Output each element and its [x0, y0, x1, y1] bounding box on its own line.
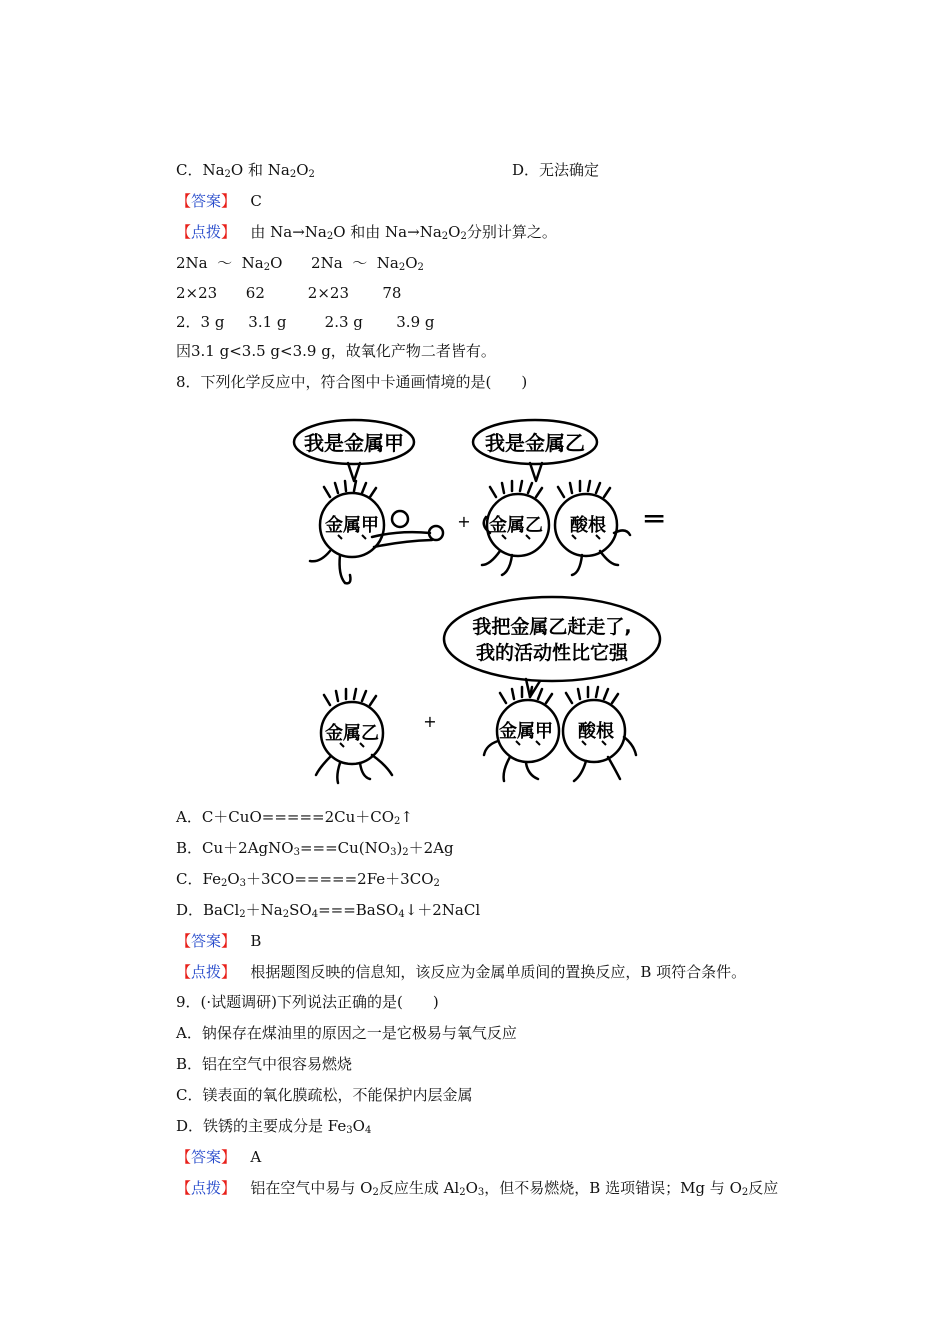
q9-option-d: D．铁锈的主要成分是 $Fe_3O_4$	[176, 1117, 372, 1136]
q7-conclusion: 因3.1 g<3.5 g<3.9 g，故氧化产物二者皆有。	[176, 342, 496, 360]
plus-sign-top: +	[457, 512, 471, 531]
q8-hint: 【点拨】 根据题图反映的信息知，该反应为金属单质间的置换反应，B 项符合条件。	[176, 963, 747, 981]
ball-jia-label: 金属甲	[325, 515, 379, 536]
q8-option-d: D．$BaCl_2+Na_2SO_4===BaSO_4↓+2NaCl$	[176, 901, 481, 920]
q7-calc-row1: 2Na ～ $Na_2O$ 2Na ～ $Na_2O_2$	[176, 254, 424, 273]
q8-option-c: C．$Fe_2O_3+3CO=====2Fe+3CO_2$	[176, 870, 440, 889]
q7-hint: 【点拨】 由 $Na\to Na_2O$ 和由 $Na\to Na_2O_2$分别计算之。	[176, 223, 557, 242]
q7-calc-row3: 2．3 g 3.1 g 2.3 g 3.9 g	[176, 313, 435, 331]
bubble-big-line2: 我的活动性比它强	[475, 642, 629, 664]
q9-option-a: A．钠保存在煤油里的原因之一是它极易与氧气反应	[176, 1024, 517, 1042]
q7-answer: 【答案】 C	[176, 192, 262, 210]
ball-yi-freed-label: 金属乙	[325, 723, 379, 744]
ball-acid-bonded-label: 酸根	[578, 721, 614, 742]
equals-sign: ═	[644, 502, 664, 537]
q9-option-c: C．镁表面的氧化膜疏松，不能保护内层金属	[176, 1086, 473, 1104]
q9-option-b: B．铝在空气中很容易燃烧	[176, 1055, 353, 1073]
ball-yi-label: 金属乙	[489, 515, 543, 536]
q9-stem: 9．(·试题调研)下列说法正确的是( )	[176, 993, 439, 1011]
ball-acid-label: 酸根	[570, 515, 606, 536]
answer-label: 答案	[191, 192, 222, 210]
bubble-yi-text: 我是金属乙	[485, 431, 585, 455]
q8-option-b: B．$Cu+2AgNO_3===Cu(NO_3)_2+2Ag$	[176, 839, 454, 858]
q8-answer: 【答案】 B	[176, 932, 262, 950]
ball-jia-bonded-label: 金属甲	[499, 721, 553, 742]
q8-stem: 8．下列化学反应中，符合图中卡通画情境的是( )	[176, 373, 528, 391]
bubble-big-line1: 我把金属乙赶走了,	[472, 616, 632, 638]
cartoon-illustration	[290, 415, 680, 790]
q8-option-a: A．$C+CuO=====2Cu+CO_2↑$	[176, 808, 413, 827]
plus-sign-bottom: +	[423, 712, 437, 731]
q7-option-c: C．$Na_2O$ 和 $Na_2O_2$	[176, 161, 315, 180]
q9-answer: 【答案】 A	[176, 1148, 262, 1166]
speech-bubble-big	[444, 597, 660, 681]
q7-option-d: D．无法确定	[512, 161, 600, 179]
hint-label: 点拨	[191, 223, 222, 241]
q9-hint: 【点拨】 铝在空气中易与 $O_2$反应生成 $Al_2O_3$，但不易燃烧，B 选项错误；Mg 与 $O_2$反应	[176, 1179, 779, 1198]
bubble-jia-text: 我是金属甲	[304, 431, 404, 455]
q7-calc-row2: 2×23 62 2×23 78	[176, 284, 402, 302]
